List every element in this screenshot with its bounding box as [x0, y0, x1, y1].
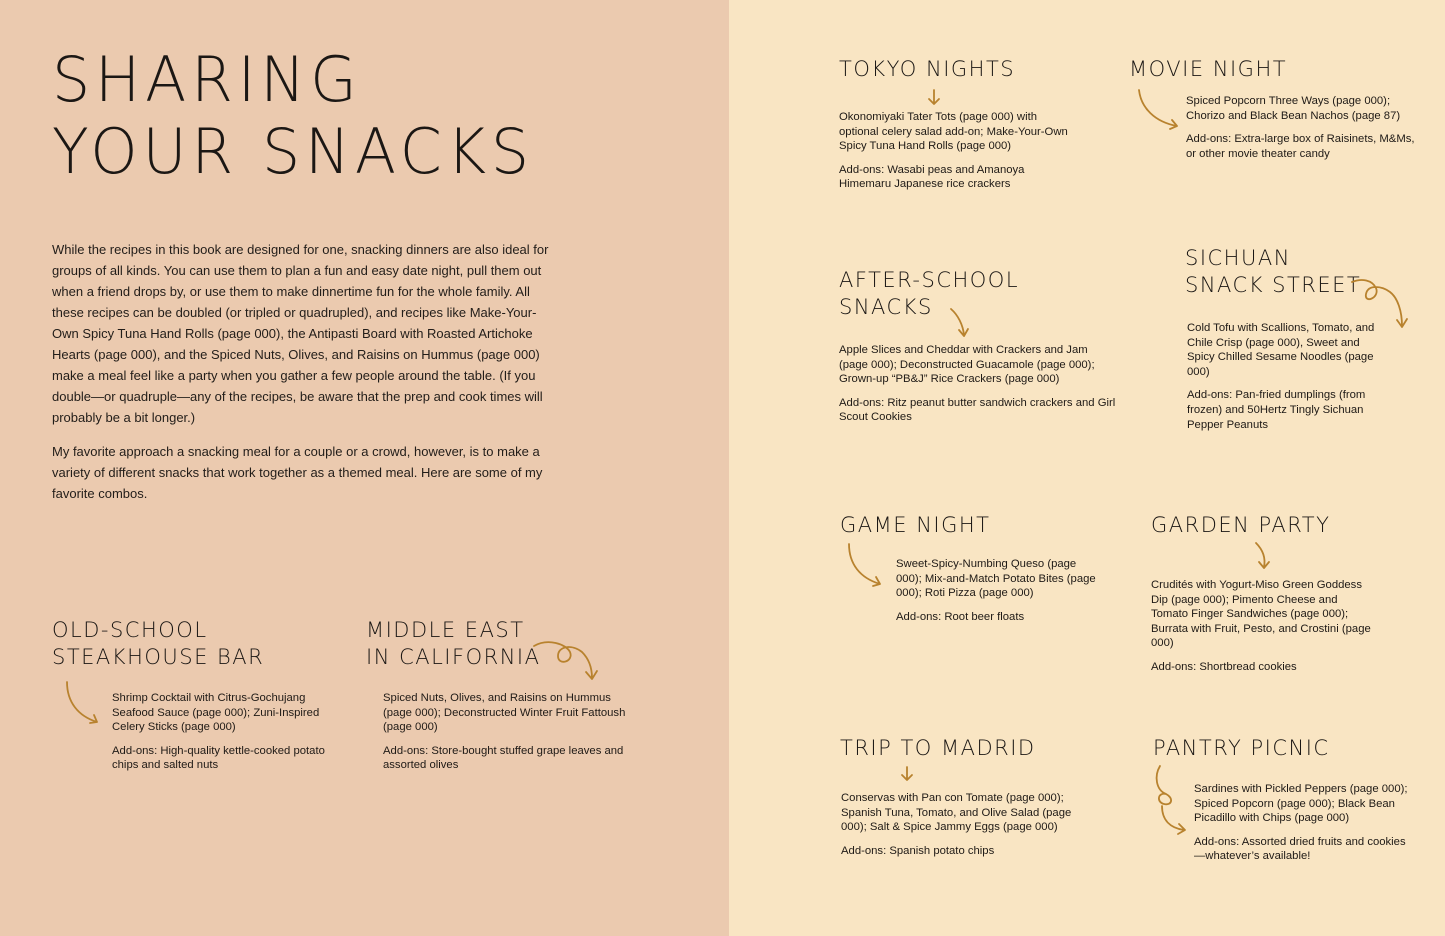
- intro-paragraph-1: While the recipes in this book are designed for one, snacking dinners are also ideal for groups of all kinds. You can use them to plan a fun and easy date night, pull them out when a friend drops by, or use them to make dinnertime fun for the whole family. All these recipes can be doubled (or tripled or quadrupled), and recipes like Make-Your-Own Spicy Tuna Hand Rolls (page 000), the Antipasti Board with Roasted Artichoke Hearts (page 000), and the Spiced Nuts, Olives, and Raisins on Hummus (page 000) make a meal feel like a party when you gather a few people around the table. (If you double—or quadruple—any of the recipes, be aware that the prep and cook times will probably be a bit longer.): [52, 242, 549, 425]
- combo-addons: Add-ons: Extra-large box of Raisinets, M&Ms, or other movie theater candy: [1186, 133, 1415, 160]
- combo-title-line: TRIP TO MADRID: [840, 736, 1036, 760]
- down-arrow-icon: [900, 766, 914, 783]
- combo-title-middle-east: [366, 617, 540, 671]
- combo-body-tokyo: [839, 110, 1079, 201]
- combo-addons: Add-ons: Spanish potato chips: [841, 844, 995, 857]
- combo-title-game: [840, 512, 991, 539]
- combo-dishes: Conservas with Pan con Tomate (page 000); Spanish Tuna, Tomato, and Olive Salad (page 000); Salt & Spice Jammy Eggs (page 000): [841, 792, 1072, 834]
- combo-body-middle-east: [383, 691, 633, 782]
- combo-dishes: Sweet-Spicy-Numbing Queso (page 000); Mix-and-Match Potato Bites (page 000); Roti Pizza (page 000): [896, 558, 1096, 600]
- combo-title-line: OLD-SCHOOL: [52, 618, 208, 642]
- combo-addons: Add-ons: High-quality kettle-cooked potato chips and salted nuts: [112, 744, 325, 772]
- page-title: [52, 44, 595, 188]
- combo-title-line: PANTRY PICNIC: [1153, 736, 1330, 760]
- combo-title-steakhouse: [52, 617, 264, 671]
- combo-body-game: [896, 557, 1101, 633]
- combo-title-pantry: [1153, 735, 1330, 762]
- combo-title-line: SICHUAN: [1185, 246, 1291, 270]
- combo-title-line: AFTER-SCHOOL: [839, 268, 1020, 292]
- curved-arrow-icon: [1135, 88, 1183, 132]
- combo-dishes: Sardines with Pickled Peppers (page 000); Spiced Popcorn (page 000); Black Bean Picadillo with Chips (page 000): [1194, 783, 1408, 825]
- intro-text: [52, 239, 562, 517]
- combo-title-after-school: [839, 267, 1019, 321]
- curved-arrow-icon: [948, 307, 972, 339]
- combo-dishes: Crudités with Yogurt-Miso Green Goddess Dip (page 000); Pimento Cheese and Tomato Finger Sandwiches (page 000); Burrata with Fruit, Pesto, and Crostini (page 000): [1151, 579, 1371, 650]
- combo-body-garden: [1151, 578, 1376, 684]
- combo-title-madrid: [840, 735, 1036, 762]
- title-line-1: SHARING: [52, 43, 362, 116]
- combo-addons: Add-ons: Store-bought stuffed grape leaves and assorted olives: [383, 744, 624, 772]
- combo-addons: Add-ons: Assorted dried fruits and cookies—whatever’s available!: [1194, 835, 1406, 863]
- combo-dishes: Okonomiyaki Tater Tots (page 000) with optional celery salad add-on; Make-Your-Own Spicy Tuna Hand Rolls (page 000): [839, 111, 1068, 153]
- combo-addons: Add-ons: Root beer floats: [896, 610, 1025, 623]
- combo-title-line: STEAKHOUSE BAR: [52, 645, 265, 669]
- combo-addons: Add-ons: Ritz peanut butter sandwich crackers and Girl Scout Cookies: [839, 396, 1116, 424]
- combo-addons: Add-ons: Wasabi peas and Amanoya Himemaru Japanese rice crackers: [839, 163, 1025, 191]
- title-line-2: YOUR SNACKS: [52, 115, 534, 188]
- combo-title-garden: [1151, 512, 1330, 539]
- down-arrow-icon: [927, 89, 941, 107]
- combo-title-line: SNACKS: [839, 295, 933, 319]
- combo-title-line: MIDDLE EAST: [366, 618, 525, 642]
- combo-title-tokyo: [839, 56, 1015, 83]
- combo-title-line: GAME NIGHT: [840, 513, 991, 537]
- curved-arrow-icon: [1252, 541, 1272, 571]
- combo-addons: Add-ons: Pan-fried dumplings (from frozen) and 50Hertz Tingly Sichuan Pepper Peanuts: [1187, 389, 1366, 431]
- curved-arrow-icon: [846, 542, 886, 590]
- combo-body-pantry: [1194, 782, 1409, 873]
- intro-paragraph-2: My favorite approach a snacking meal for a couple or a crowd, however, is to make a variety of different snacks that work together as a themed meal. Here are some of my favorite combos.: [52, 444, 543, 501]
- combo-body-steakhouse: [112, 691, 337, 782]
- combo-title-line: IN CALIFORNIA: [366, 645, 541, 669]
- combo-dishes: Shrimp Cocktail with Citrus-Gochujang Seafood Sauce (page 000); Zuni-Inspired Celery Sticks (page 000): [112, 692, 320, 734]
- combo-dishes: Cold Tofu with Scallions, Tomato, and Chile Crisp (page 000), Sweet and Spicy Chilled Sesame Noodles (page 000): [1187, 322, 1375, 378]
- loop-arrow-icon: [532, 640, 602, 684]
- loop-arrow-icon: [1152, 764, 1190, 836]
- combo-title-sichuan: [1185, 245, 1361, 299]
- combo-title-line: GARDEN PARTY: [1151, 513, 1331, 537]
- combo-title-line: MOVIE NIGHT: [1129, 57, 1288, 81]
- combo-body-movie: [1186, 94, 1421, 170]
- combo-title-line: SNACK STREET: [1185, 273, 1362, 297]
- combo-title-movie: [1129, 56, 1287, 83]
- combo-dishes: Apple Slices and Cheddar with Crackers and Jam (page 000); Deconstructed Guacamole (page 000); Grown-up “PB&J” Rice Crackers (page 000): [839, 344, 1095, 386]
- curved-arrow-icon: [64, 680, 104, 728]
- combo-dishes: Spiced Nuts, Olives, and Raisins on Hummus (page 000); Deconstructed Winter Fruit Fattoush (page 000): [383, 692, 626, 734]
- combo-body-sichuan: [1187, 321, 1382, 441]
- combo-body-madrid: [841, 791, 1096, 867]
- combo-addons: Add-ons: Shortbread cookies: [1151, 660, 1297, 673]
- combo-title-line: TOKYO NIGHTS: [839, 57, 1016, 81]
- combo-dishes: Spiced Popcorn Three Ways (page 000); Chorizo and Black Bean Nachos (page 87): [1186, 95, 1401, 122]
- combo-body-after-school: [839, 343, 1119, 434]
